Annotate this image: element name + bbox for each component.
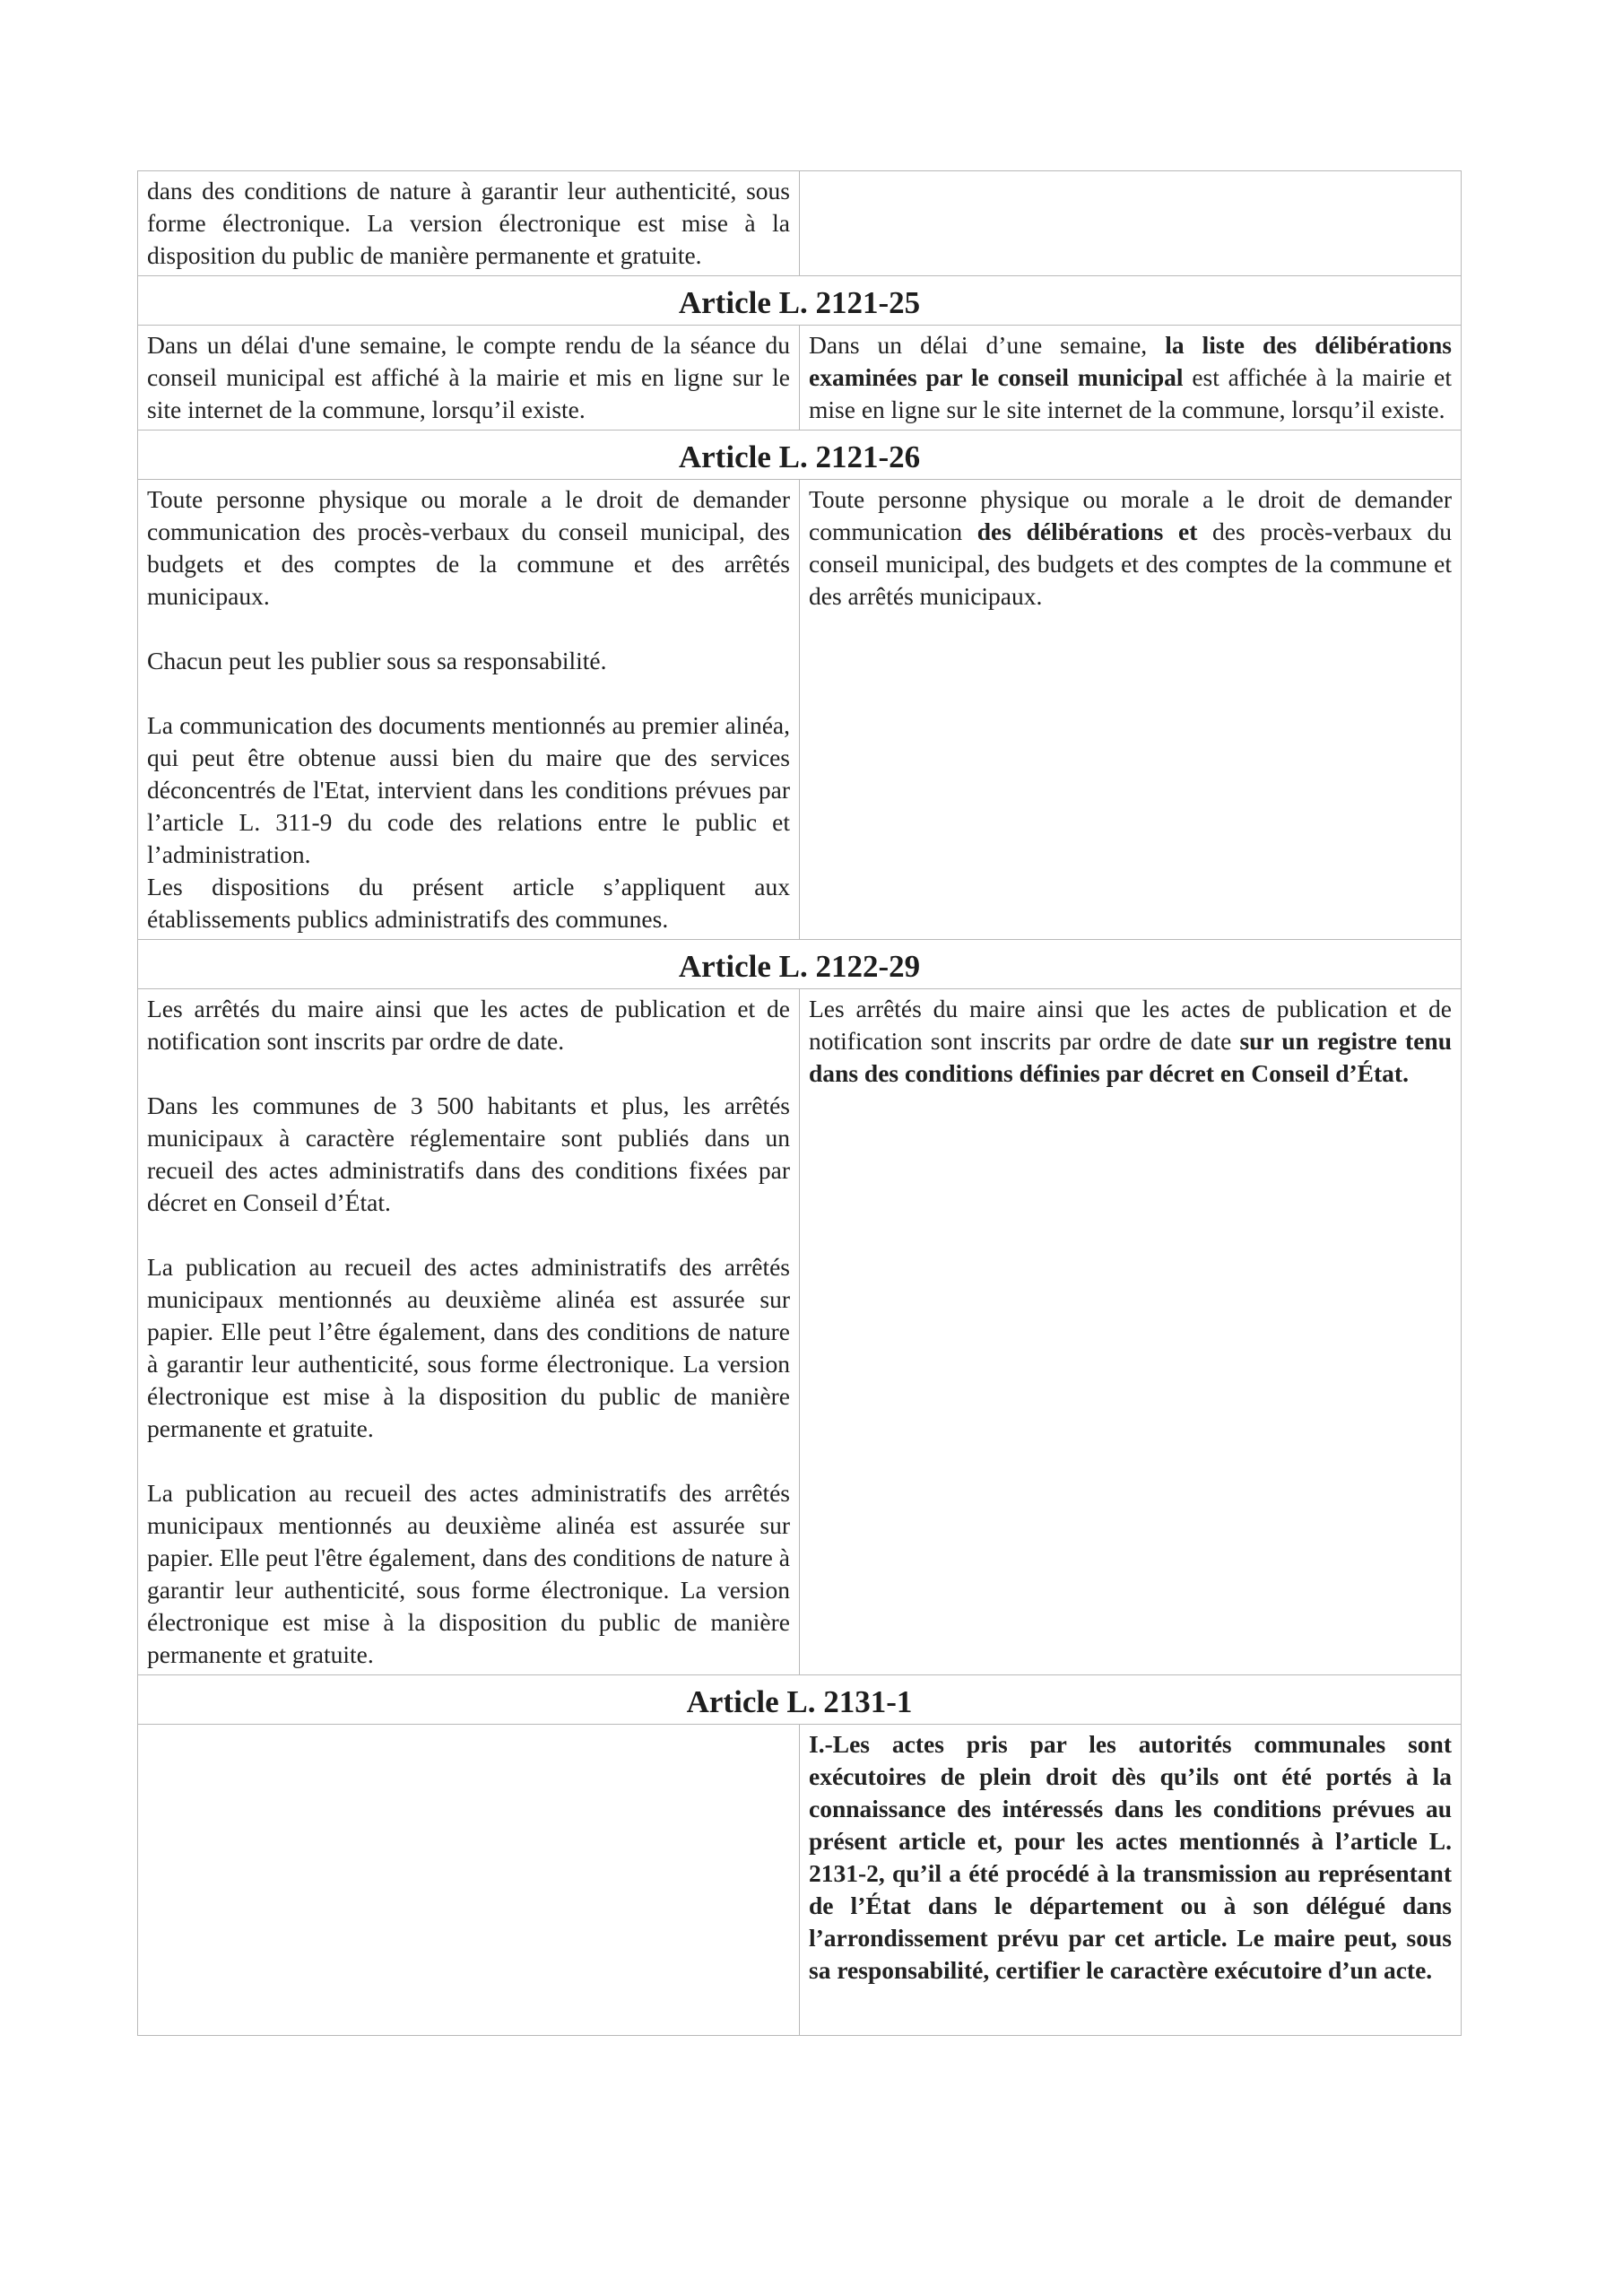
paragraph xyxy=(147,871,790,935)
paragraph xyxy=(147,483,790,613)
text-run: dans des conditions de nature à garantir leur authenticité, sous forme électronique. La version électronique est mise à la disposition du public de manière permanente et gratuite. xyxy=(147,177,790,269)
text-run: Chacun peut les publier sous sa responsabilité. xyxy=(147,647,607,674)
text-run: Dans un délai d'une semaine, le compte rendu de la séance du conseil municipal est affiché à la mairie et mis en ligne sur le site internet de la commune, lorsqu’il existe. xyxy=(147,331,790,423)
current-text-cell xyxy=(138,326,800,430)
paragraph xyxy=(147,1477,790,1671)
text-run: Dans un délai d’une semaine, xyxy=(809,331,1166,359)
paragraph xyxy=(147,645,790,677)
text-run: Toute personne physique ou morale a le droit de demander communication xyxy=(809,485,1452,545)
current-text-cell xyxy=(138,480,800,940)
comparison-table-body xyxy=(138,171,1462,2036)
proposed-text-cell xyxy=(800,171,1462,276)
text-run: La publication au recueil des actes administratifs des arrêtés municipaux mentionnés au deuxième alinéa est assurée sur papier. Elle peut l’être également, dans des conditions de nature à garantir leur authenticité, sous forme électronique. La version électronique est mise à la disposition du public de manière permanente et gratuite. xyxy=(147,1253,790,1442)
article-heading-row xyxy=(138,940,1462,989)
text-run: est affichée à la mairie et mise en ligne sur le site internet de la commune, lorsqu’il existe. xyxy=(809,363,1452,423)
text-run: Les arrêtés du maire ainsi que les actes de publication et de notification sont inscrits par ordre de date. xyxy=(147,995,790,1055)
current-text-cell xyxy=(138,989,800,1675)
article-heading-row xyxy=(138,276,1462,326)
proposed-text-cell xyxy=(800,989,1462,1675)
article-content-row xyxy=(138,171,1462,276)
paragraph xyxy=(809,329,1452,426)
paragraph xyxy=(809,483,1452,613)
text-run: Les dispositions du présent article s’appliquent aux établissements publics administratifs des communes. xyxy=(147,873,790,933)
proposed-text-cell xyxy=(800,1725,1462,2036)
article-heading: Article L. 2122-29 xyxy=(138,940,1462,989)
paragraph xyxy=(147,175,790,272)
paragraph xyxy=(809,1728,1452,1987)
paragraph xyxy=(147,1090,790,1219)
article-content-row xyxy=(138,480,1462,940)
proposed-text-cell xyxy=(800,480,1462,940)
article-heading-row xyxy=(138,1675,1462,1725)
article-content-row xyxy=(138,326,1462,430)
current-text-cell xyxy=(138,171,800,276)
text-run: Les arrêtés du maire ainsi que les actes de publication et de notification sont inscrits par ordre de date xyxy=(809,995,1452,1055)
paragraph xyxy=(147,329,790,426)
article-heading: Article L. 2121-25 xyxy=(138,276,1462,326)
current-text-cell xyxy=(138,1725,800,2036)
emphasized-text: des délibérations et xyxy=(976,517,1198,545)
article-heading-row xyxy=(138,430,1462,480)
text-run: des procès-verbaux du conseil municipal, des budgets et des comptes de la commune et des arrêtés municipaux. xyxy=(809,517,1452,610)
emphasized-text: la liste des délibérations examinées par le conseil municipal xyxy=(809,331,1452,391)
article-heading: Article L. 2131-1 xyxy=(138,1675,1462,1725)
article-heading: Article L. 2121-26 xyxy=(138,430,1462,480)
emphasized-text: sur un registre tenu dans des conditions définies par décret en Conseil d’État. xyxy=(809,1027,1452,1087)
text-run: I.-Les actes pris par les autorités communales sont exécutoires de plein droit dès qu’ils ont été portés à la connaissance des intéressés dans les conditions prévues au présent article et, pour les actes mentionnés à l’article L. 2131-2, qu’il a été procédé à la transmission au représentant de l’État dans le département ou à son délégué dans l’arrondissement prévu par cet article. Le maire peut, sous sa responsabilité, certifier le caractère exécutoire d’un acte. xyxy=(809,1730,1452,1984)
proposed-text-cell xyxy=(800,326,1462,430)
article-content-row xyxy=(138,989,1462,1675)
paragraph xyxy=(147,993,790,1057)
paragraph xyxy=(809,993,1452,1090)
comparison-table xyxy=(137,170,1462,2036)
text-run: La communication des documents mentionnés au premier alinéa, qui peut être obtenue aussi bien du maire que des services déconcentrés de l'Etat, intervient dans les conditions prévues par l’article L. 311-9 du code des relations entre le public et l’administration. xyxy=(147,711,790,868)
text-run: La publication au recueil des actes administratifs des arrêtés municipaux mentionnés au deuxième alinéa est assurée sur papier. Elle peut l'être également, dans des conditions de nature à garantir leur authenticité, sous forme électronique. La version électronique est mise à la disposition du public de manière permanente et gratuite. xyxy=(147,1479,790,1668)
text-run: Dans les communes de 3 500 habitants et plus, les arrêtés municipaux à caractère réglementaire sont publiés dans un recueil des actes administratifs dans des conditions fixées par décret en Conseil d’État. xyxy=(147,1091,790,1216)
paragraph xyxy=(147,1251,790,1445)
article-content-row xyxy=(138,1725,1462,2036)
paragraph xyxy=(147,709,790,871)
text-run: Toute personne physique ou morale a le droit de demander communication des procès-verbaux du conseil municipal, des budgets et des comptes de la commune et des arrêtés municipaux. xyxy=(147,485,790,610)
